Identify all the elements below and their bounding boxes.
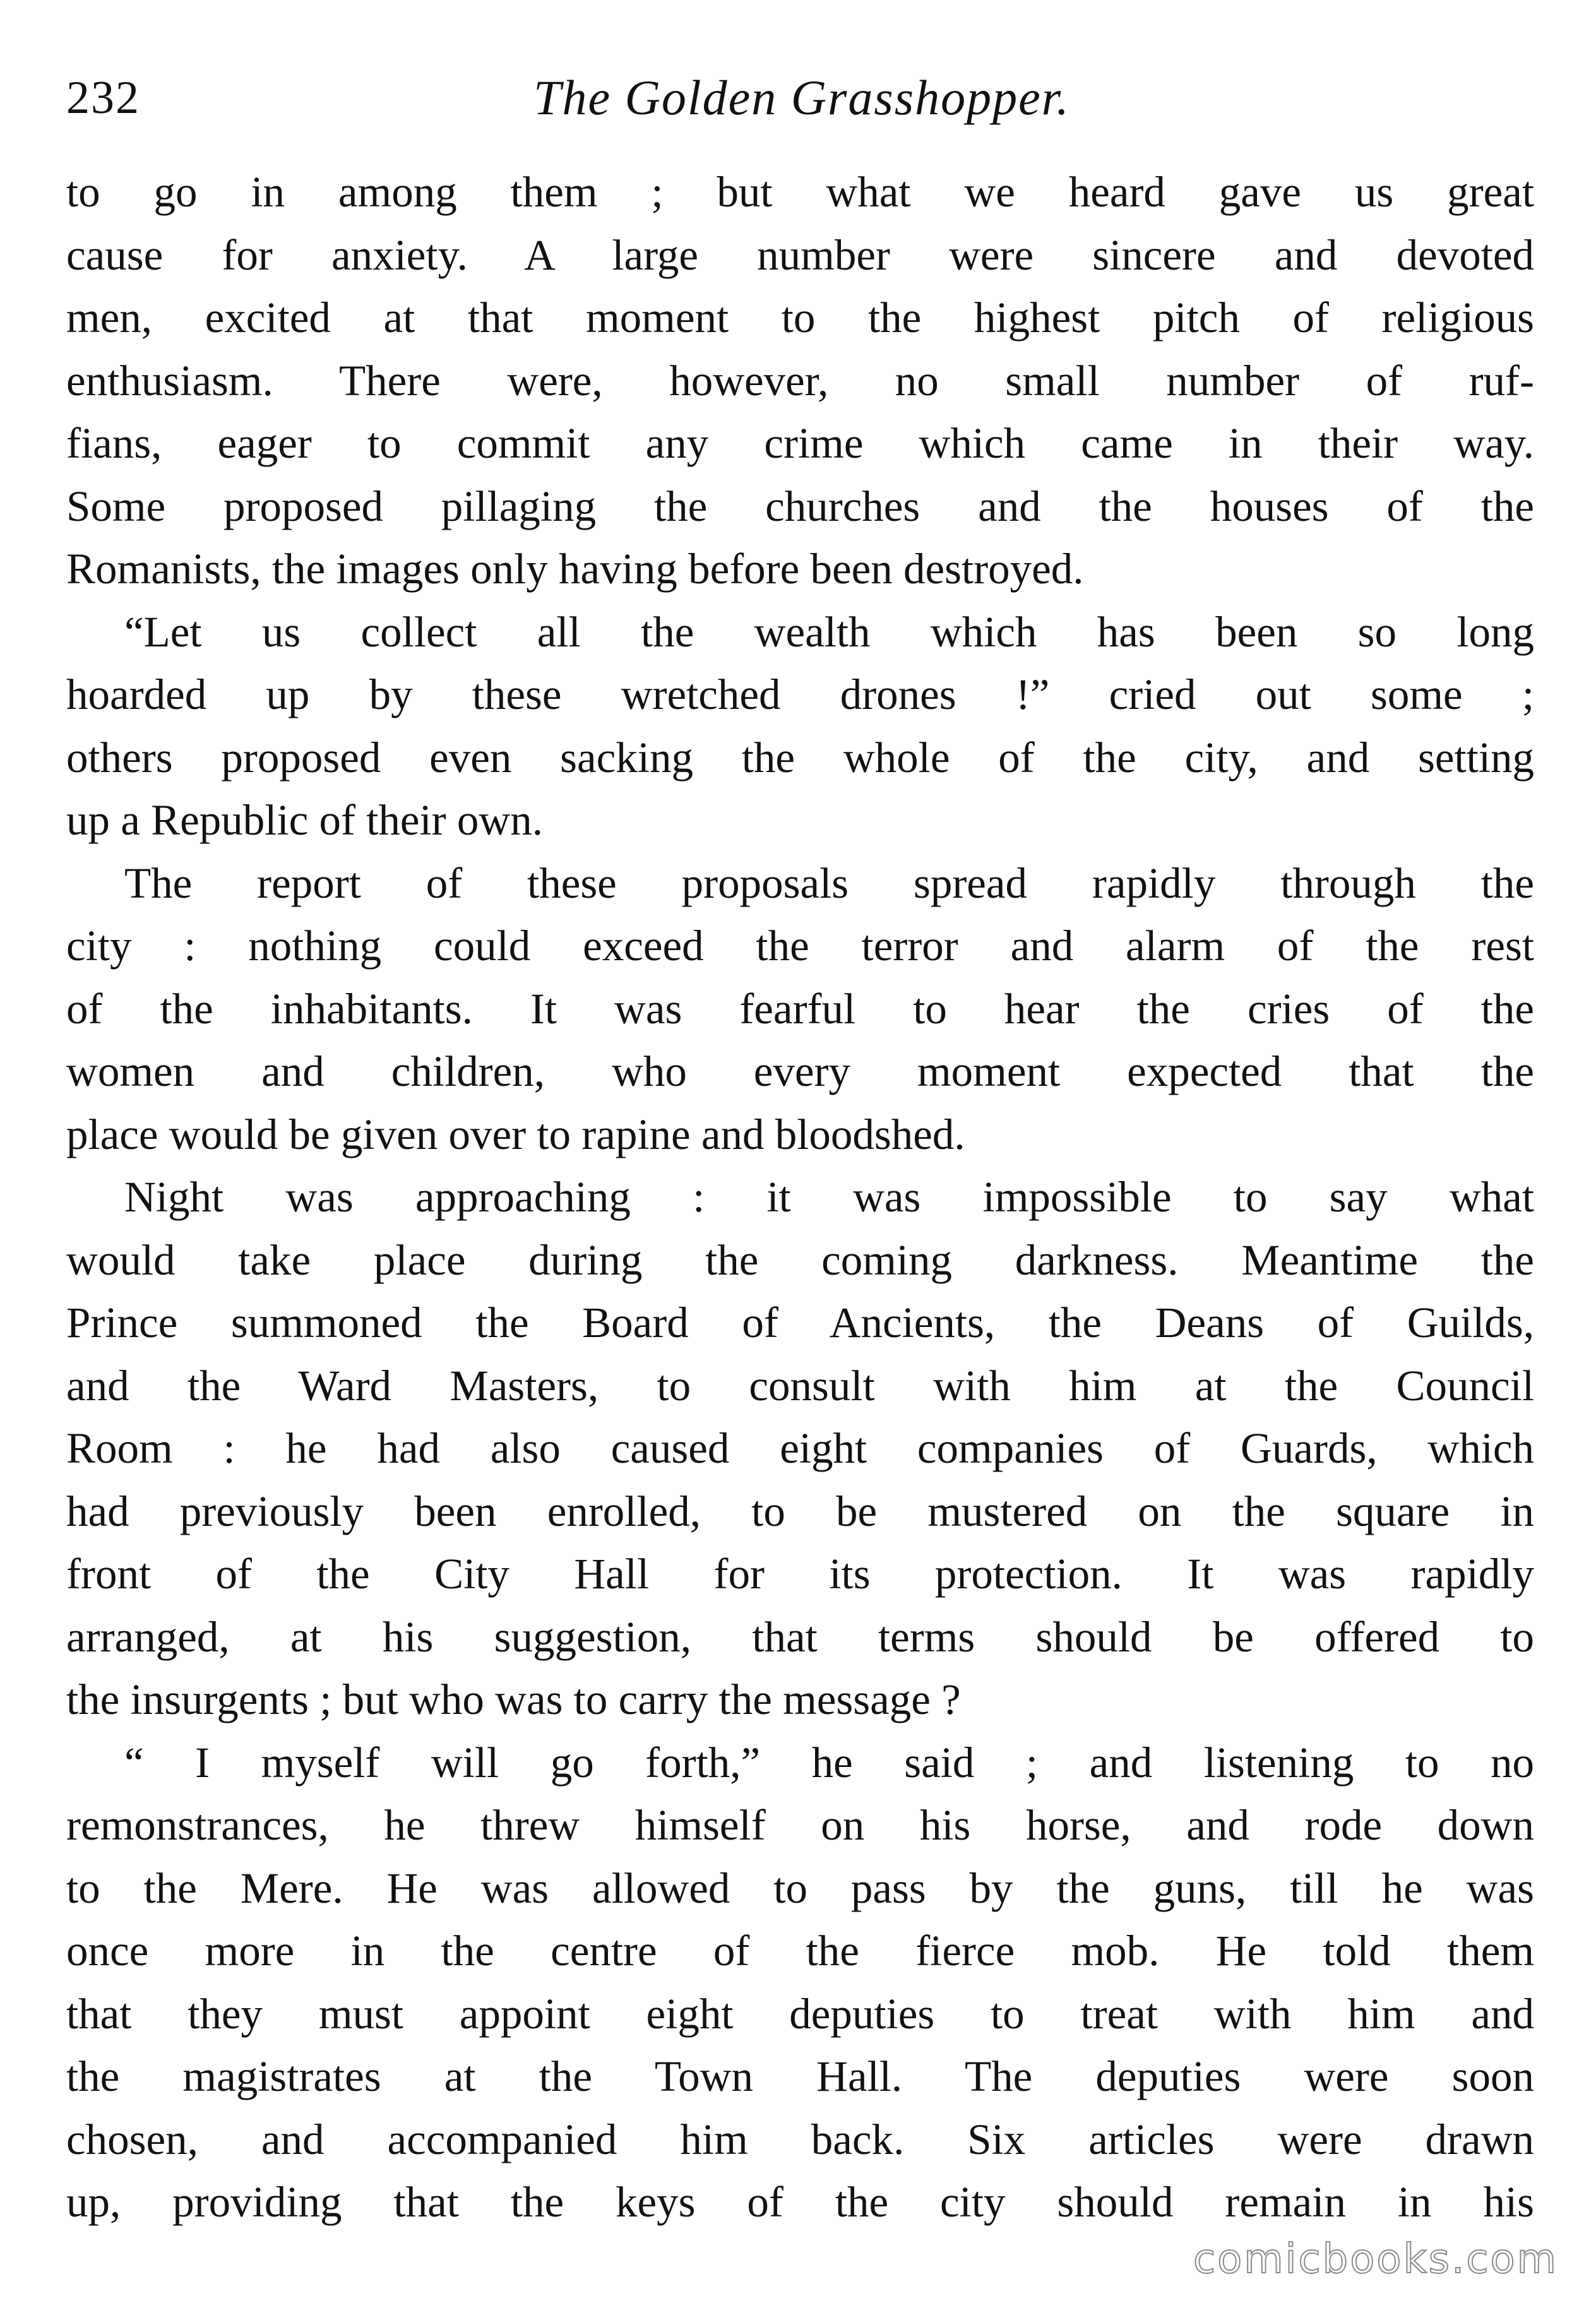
text-line: would take place during the coming darkness. Meantime the: [66, 1235, 1534, 1284]
text-line: remonstrances, he threw himself on his horse, and rode down: [66, 1801, 1534, 1849]
text-line: front of the City Hall for its protection. It was rapidly: [66, 1550, 1534, 1598]
running-title: The Golden Grasshopper.: [533, 70, 1070, 125]
text-line: “Let us collect all the wealth which has been so long: [124, 607, 1534, 656]
text-line: that they must appoint eight deputies to treat with him and: [66, 1989, 1534, 2038]
text-line: and the Ward Masters, to consult with him at the Council: [66, 1361, 1534, 1410]
text-line: had previously been enrolled, to be mustered on the square in: [66, 1487, 1534, 1535]
text-line: Romanists, the images only having before been destroyed.: [66, 545, 1084, 593]
page-header: [66, 60, 1537, 136]
text-line: place would be given over to rapine and bloodshed.: [66, 1110, 965, 1158]
text-line: once more in the centre of the fierce mob. He told them: [66, 1927, 1534, 1975]
text-line: “ I myself will go forth,” he said ; and listening to no: [124, 1738, 1534, 1787]
text-line: to go in among them ; but what we heard gave us great: [66, 168, 1534, 216]
text-line: of the inhabitants. It was fearful to hear the cries of the: [66, 984, 1534, 1033]
text-line: enthusiasm. There were, however, no small number of ruf-: [66, 356, 1534, 405]
watermark: comicbooks.com: [1193, 2236, 1558, 2283]
text-line: up, providing that the keys of the city should remain in his: [66, 2178, 1534, 2226]
text-line: city : nothing could exceed the terror and alarm of the rest: [66, 922, 1534, 970]
body-text: [66, 161, 1534, 2234]
text-line: chosen, and accompanied him back. Six articles were drawn: [66, 2115, 1534, 2163]
text-line: Some proposed pillaging the churches and the houses of the: [66, 482, 1534, 530]
text-line: Room : he had also caused eight companies of Guards, which: [66, 1424, 1534, 1472]
text-line: the insurgents ; but who was to carry the message ?: [66, 1675, 961, 1723]
text-line: hoarded up by these wretched drones !” cried out some ;: [66, 670, 1534, 718]
text-line: cause for anxiety. A large number were sincere and devoted: [66, 230, 1534, 279]
text-line: arranged, at his suggestion, that terms should be offered to: [66, 1612, 1534, 1661]
text-line: The report of these proposals spread rapidly through the: [124, 859, 1534, 907]
text-line: the magistrates at the Town Hall. The deputies were soon: [66, 2052, 1534, 2100]
text-line: Night was approaching : it was impossible to say what: [124, 1173, 1534, 1221]
text-line: Prince summoned the Board of Ancients, the Deans of Guilds,: [66, 1299, 1534, 1347]
text-line: fians, eager to commit any crime which came in their way.: [66, 419, 1534, 467]
text-line: women and children, who every moment expected that the: [66, 1047, 1534, 1095]
text-line: to the Mere. He was allowed to pass by the guns, till he was: [66, 1864, 1534, 1912]
text-line: others proposed even sacking the whole of the city, and setting: [66, 733, 1534, 782]
page-number: 232: [66, 72, 140, 124]
text-line: up a Republic of their own.: [66, 796, 543, 844]
text-line: men, excited at that moment to the highest pitch of religious: [66, 294, 1534, 342]
